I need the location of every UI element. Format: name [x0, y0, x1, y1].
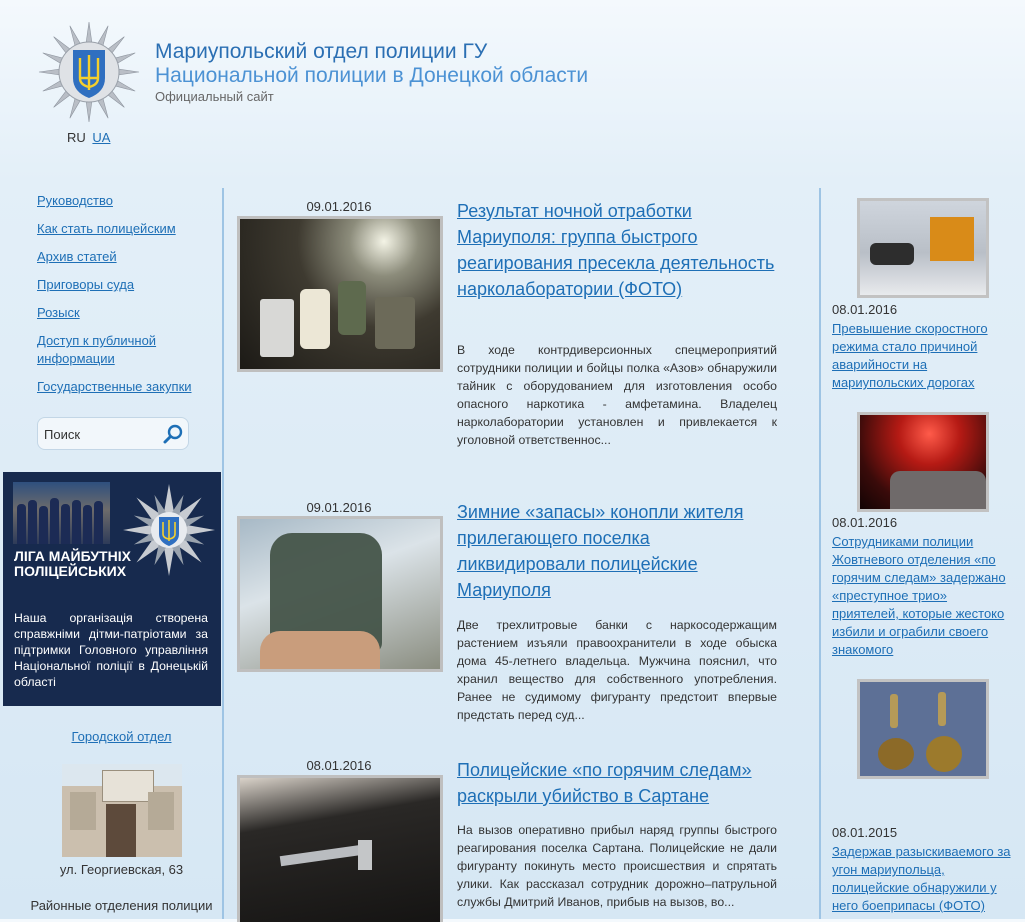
police-emblem-icon — [35, 22, 143, 122]
nav-item-leadership[interactable]: Руководство — [37, 193, 113, 208]
sidebar-nav — [37, 192, 197, 406]
nav-item-public-info[interactable]: Доступ к публичной информации — [37, 333, 157, 366]
lang-ru-current: RU — [67, 130, 86, 145]
city-department-link[interactable]: Городской отдел — [71, 729, 172, 744]
article-excerpt: Две трехлитровые банки с наркосодержащим растением изъяли правоохранители в ходе обыска дома 45-летнего владельца. Мужчина пояснил, что хранил вещество для собственного употребления. Ранее не судимому фигуранту предстоит впервые предстать перед суд... — [457, 618, 777, 722]
article-image[interactable] — [237, 775, 443, 922]
nav-item-procurement[interactable]: Государственные закупки — [37, 379, 192, 394]
search-box — [37, 417, 189, 450]
site-title — [155, 40, 715, 105]
left-column-divider — [222, 188, 224, 919]
banner-group-photo — [13, 482, 110, 544]
side-news-date: 08.01.2016 — [832, 515, 898, 530]
article-excerpt: На вызов оперативно прибыл наряд группы быстрого реагирования поселка Сартана. Полицейские не дали фигуранту покинуть место происшествия и спрятать улики. Как рассказал сотрудник дорожно–патрульной службы Дмитрий Иванов, прибыв на вызов, во... — [457, 823, 777, 909]
article-date: 08.01.2016 — [306, 758, 372, 773]
police-star-icon — [121, 482, 217, 578]
article-image[interactable] — [237, 216, 443, 372]
future-police-league-banner[interactable] — [3, 472, 221, 706]
nav-item-wanted[interactable]: Розыск — [37, 305, 80, 320]
article-title-link[interactable]: Зимние «запасы» конопли жителя прилегающего поселка ликвидировали полицейские Мариуполя — [457, 502, 744, 600]
nav-item-archive[interactable]: Архив статей — [37, 249, 117, 264]
side-news-image[interactable] — [857, 412, 989, 512]
district-departments-heading: Районные отделения полиции — [30, 898, 213, 913]
article-image[interactable] — [237, 516, 443, 672]
right-column-divider — [819, 188, 821, 919]
banner-title: ЛІГА МАЙБУТНІХ ПОЛІЦЕЙСЬКИХ — [14, 548, 131, 579]
article-date: 09.01.2016 — [306, 500, 372, 515]
site-title-line-2: Национальной полиции в Донецкой области — [155, 64, 589, 87]
language-switcher — [67, 130, 110, 145]
article-date: 09.01.2016 — [306, 199, 372, 214]
side-news-title-link[interactable]: Задержав разыскиваемого за угон мариупольца, полицейские обнаружили у него боеприпасы (ФОТО) — [832, 844, 1011, 913]
side-news-date: 08.01.2016 — [832, 302, 898, 317]
nav-item-sentences[interactable]: Приговоры суда — [37, 277, 135, 292]
site-subtitle: Официальный сайт — [155, 89, 274, 104]
site-title-line-1: Мариупольский отдел полиции ГУ — [155, 40, 488, 63]
side-news-image[interactable] — [857, 198, 989, 298]
article-title-link[interactable]: Полицейские «по горячим следам» раскрыли убийство в Сартане — [457, 760, 752, 806]
nav-item-become-officer[interactable]: Как стать полицейским — [37, 221, 176, 236]
article-title-link[interactable]: Результат ночной отработки Мариуполя: группа быстрого реагирования пресекла деятельность нарколаборатории (ФОТО) — [457, 201, 775, 299]
city-department — [20, 729, 223, 744]
side-news-title-link[interactable]: Превышение скоростного режима стало причиной аварийности на мариупольских дорогах — [832, 321, 988, 390]
city-department-photo[interactable] — [62, 764, 182, 857]
article-excerpt: В ходе контрдиверсионных спецмероприятий сотрудники полиции и бойцы полка «Азов» обнаружили тайник с оборудованием для изготовления особо опасного наркотика - амфетамина. Владелец нарколаборатории установлен и привлекается к уголовной ответственнос... — [457, 343, 777, 447]
side-news-image[interactable] — [857, 679, 989, 779]
city-department-address: ул. Георгиевская, 63 — [59, 862, 184, 877]
lang-ua-link[interactable]: UA — [92, 130, 111, 145]
side-news-title-link[interactable]: Сотрудниками полиции Жовтневого отделения «по горячим следам» задержано «преступное трио» приятелей, которые жестоко избили и ограбили своего знакомого — [832, 534, 1006, 657]
search-icon[interactable] — [162, 423, 184, 445]
banner-text: Наша організація створена справжніми дітми-патріотами за підтримки Головного управління Національної поліції в Донецькій області — [14, 611, 208, 689]
search-input[interactable] — [44, 425, 162, 443]
side-news-date: 08.01.2015 — [832, 825, 898, 840]
